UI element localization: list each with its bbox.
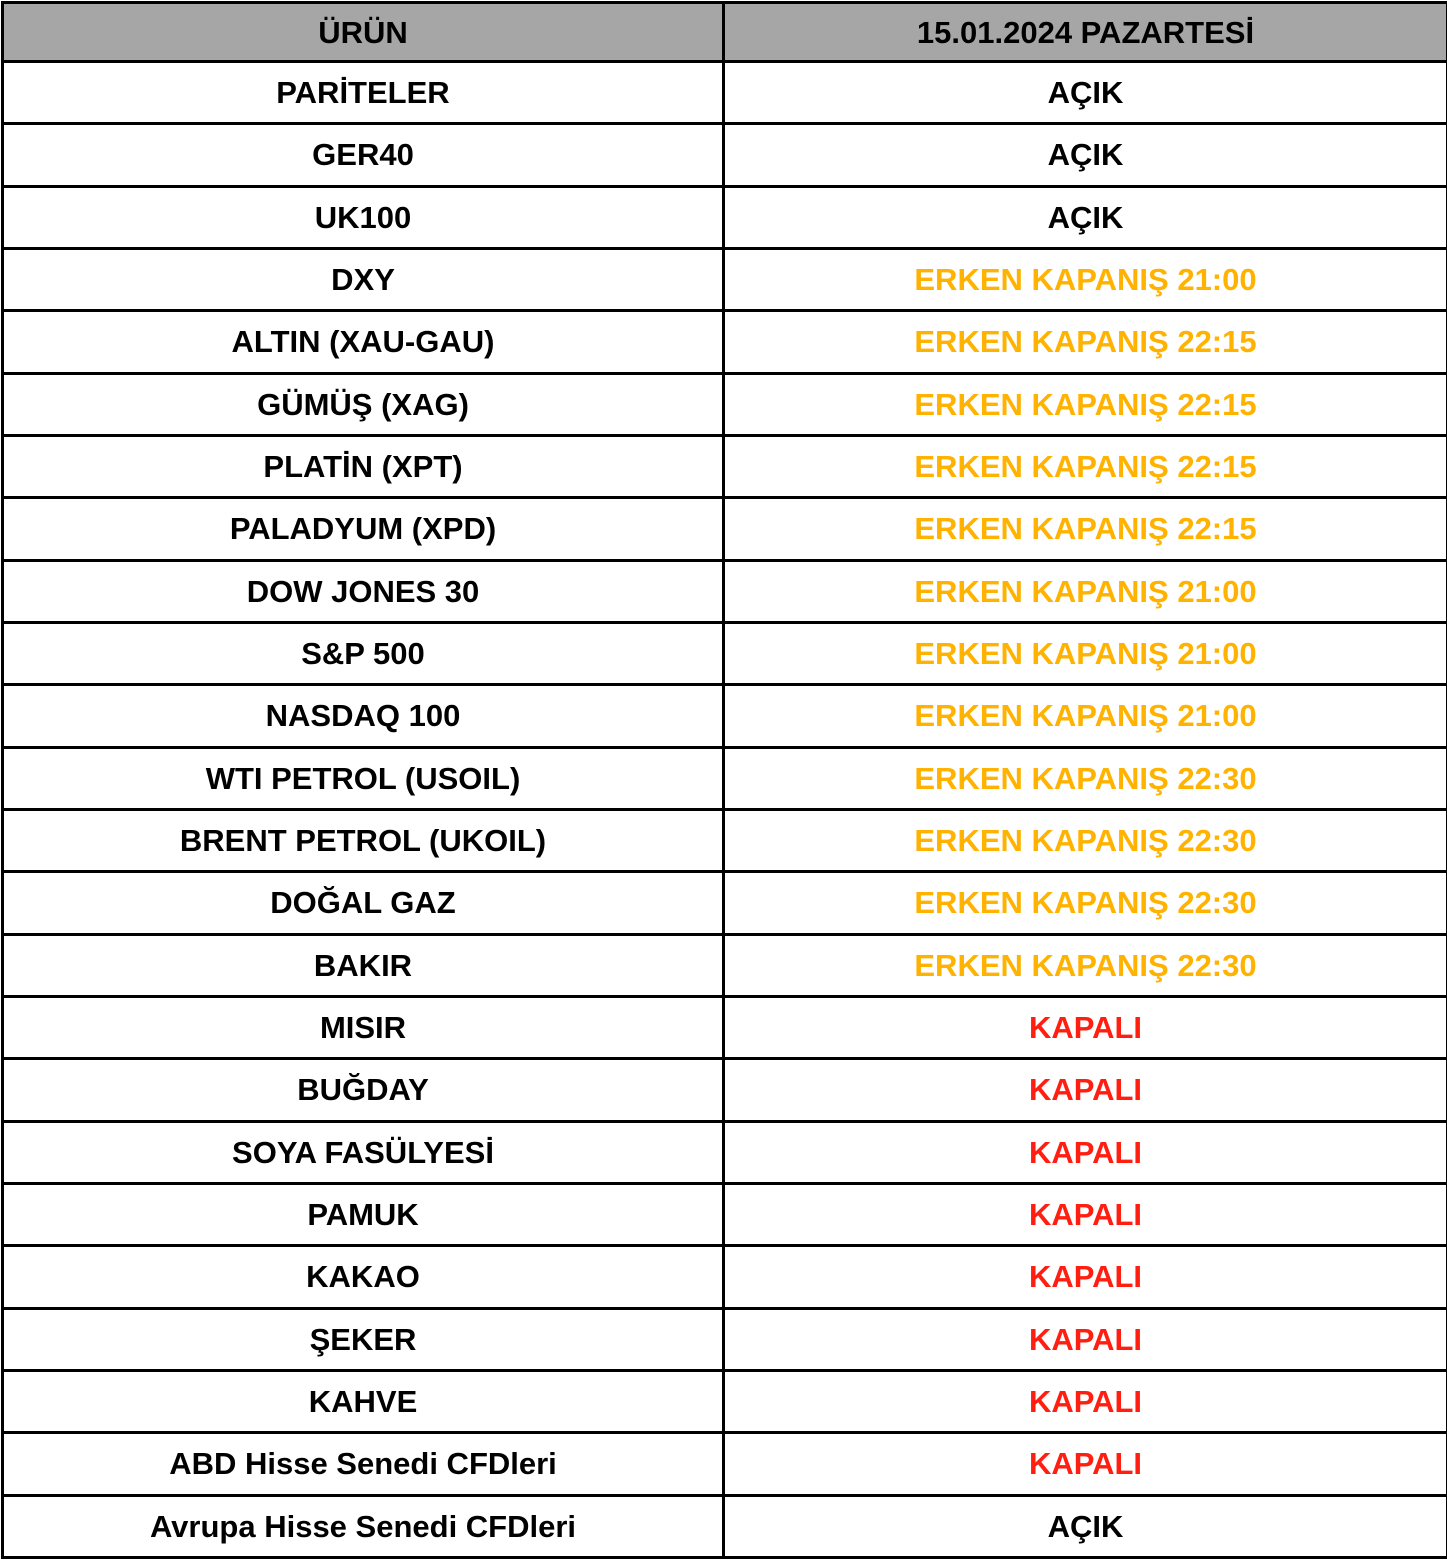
- product-cell: GÜMÜŞ (XAG): [3, 373, 724, 435]
- table-row: [3, 498, 1447, 560]
- status-cell: AÇIK: [724, 186, 1447, 248]
- status-cell: AÇIK: [724, 124, 1447, 186]
- table-row: [3, 1121, 1447, 1183]
- table-header: [3, 3, 1447, 62]
- table-row: [3, 996, 1447, 1058]
- product-cell: ABD Hisse Senedi CFDleri: [3, 1433, 724, 1495]
- product-cell: ŞEKER: [3, 1308, 724, 1370]
- table-row: [3, 622, 1447, 684]
- status-cell: ERKEN KAPANIŞ 21:00: [724, 560, 1447, 622]
- table-row: [3, 186, 1447, 248]
- table-row: [3, 1246, 1447, 1308]
- product-cell: NASDAQ 100: [3, 685, 724, 747]
- product-cell: KAHVE: [3, 1370, 724, 1432]
- table-row: [3, 62, 1447, 124]
- product-cell: PLATİN (XPT): [3, 435, 724, 497]
- table-row: [3, 248, 1447, 310]
- status-cell: ERKEN KAPANIŞ 21:00: [724, 622, 1447, 684]
- table-row: [3, 124, 1447, 186]
- table-row: [3, 1183, 1447, 1245]
- status-cell: ERKEN KAPANIŞ 22:15: [724, 373, 1447, 435]
- table-row: [3, 1495, 1447, 1557]
- status-cell: ERKEN KAPANIŞ 22:15: [724, 435, 1447, 497]
- status-cell: KAPALI: [724, 1433, 1447, 1495]
- status-cell: ERKEN KAPANIŞ 21:00: [724, 685, 1447, 747]
- table-row: [3, 435, 1447, 497]
- product-cell: WTI PETROL (USOIL): [3, 747, 724, 809]
- product-cell: Avrupa Hisse Senedi CFDleri: [3, 1495, 724, 1557]
- market-hours-table: [1, 1, 1447, 1559]
- header-date: 15.01.2024 PAZARTESİ: [724, 3, 1447, 62]
- status-cell: AÇIK: [724, 62, 1447, 124]
- product-cell: UK100: [3, 186, 724, 248]
- status-cell: ERKEN KAPANIŞ 22:15: [724, 311, 1447, 373]
- status-cell: ERKEN KAPANIŞ 22:30: [724, 872, 1447, 934]
- table-row: [3, 1308, 1447, 1370]
- product-cell: BAKIR: [3, 934, 724, 996]
- header-row: [3, 3, 1447, 62]
- status-cell: ERKEN KAPANIŞ 22:15: [724, 498, 1447, 560]
- product-cell: ALTIN (XAU-GAU): [3, 311, 724, 373]
- table-row: [3, 809, 1447, 871]
- header-product: ÜRÜN: [3, 3, 724, 62]
- product-cell: DOĞAL GAZ: [3, 872, 724, 934]
- status-cell: KAPALI: [724, 1246, 1447, 1308]
- status-cell: KAPALI: [724, 1370, 1447, 1432]
- product-cell: PAMUK: [3, 1183, 724, 1245]
- status-cell: ERKEN KAPANIŞ 22:30: [724, 747, 1447, 809]
- status-cell: KAPALI: [724, 1121, 1447, 1183]
- table-row: [3, 934, 1447, 996]
- status-cell: KAPALI: [724, 1059, 1447, 1121]
- product-cell: MISIR: [3, 996, 724, 1058]
- table-body: [3, 62, 1447, 1558]
- table-row: [3, 872, 1447, 934]
- status-cell: KAPALI: [724, 1183, 1447, 1245]
- status-cell: ERKEN KAPANIŞ 21:00: [724, 248, 1447, 310]
- table-row: [3, 685, 1447, 747]
- product-cell: PARİTELER: [3, 62, 724, 124]
- table-row: [3, 1370, 1447, 1432]
- status-cell: KAPALI: [724, 1308, 1447, 1370]
- product-cell: DXY: [3, 248, 724, 310]
- product-cell: GER40: [3, 124, 724, 186]
- product-cell: BRENT PETROL (UKOIL): [3, 809, 724, 871]
- product-cell: SOYA FASÜLYESİ: [3, 1121, 724, 1183]
- table-row: [3, 1433, 1447, 1495]
- product-cell: BUĞDAY: [3, 1059, 724, 1121]
- product-cell: DOW JONES 30: [3, 560, 724, 622]
- status-cell: ERKEN KAPANIŞ 22:30: [724, 809, 1447, 871]
- status-cell: KAPALI: [724, 996, 1447, 1058]
- table-row: [3, 1059, 1447, 1121]
- table-row: [3, 747, 1447, 809]
- product-cell: KAKAO: [3, 1246, 724, 1308]
- status-cell: AÇIK: [724, 1495, 1447, 1557]
- product-cell: S&P 500: [3, 622, 724, 684]
- product-cell: PALADYUM (XPD): [3, 498, 724, 560]
- table-row: [3, 373, 1447, 435]
- status-cell: ERKEN KAPANIŞ 22:30: [724, 934, 1447, 996]
- table-row: [3, 311, 1447, 373]
- table-row: [3, 560, 1447, 622]
